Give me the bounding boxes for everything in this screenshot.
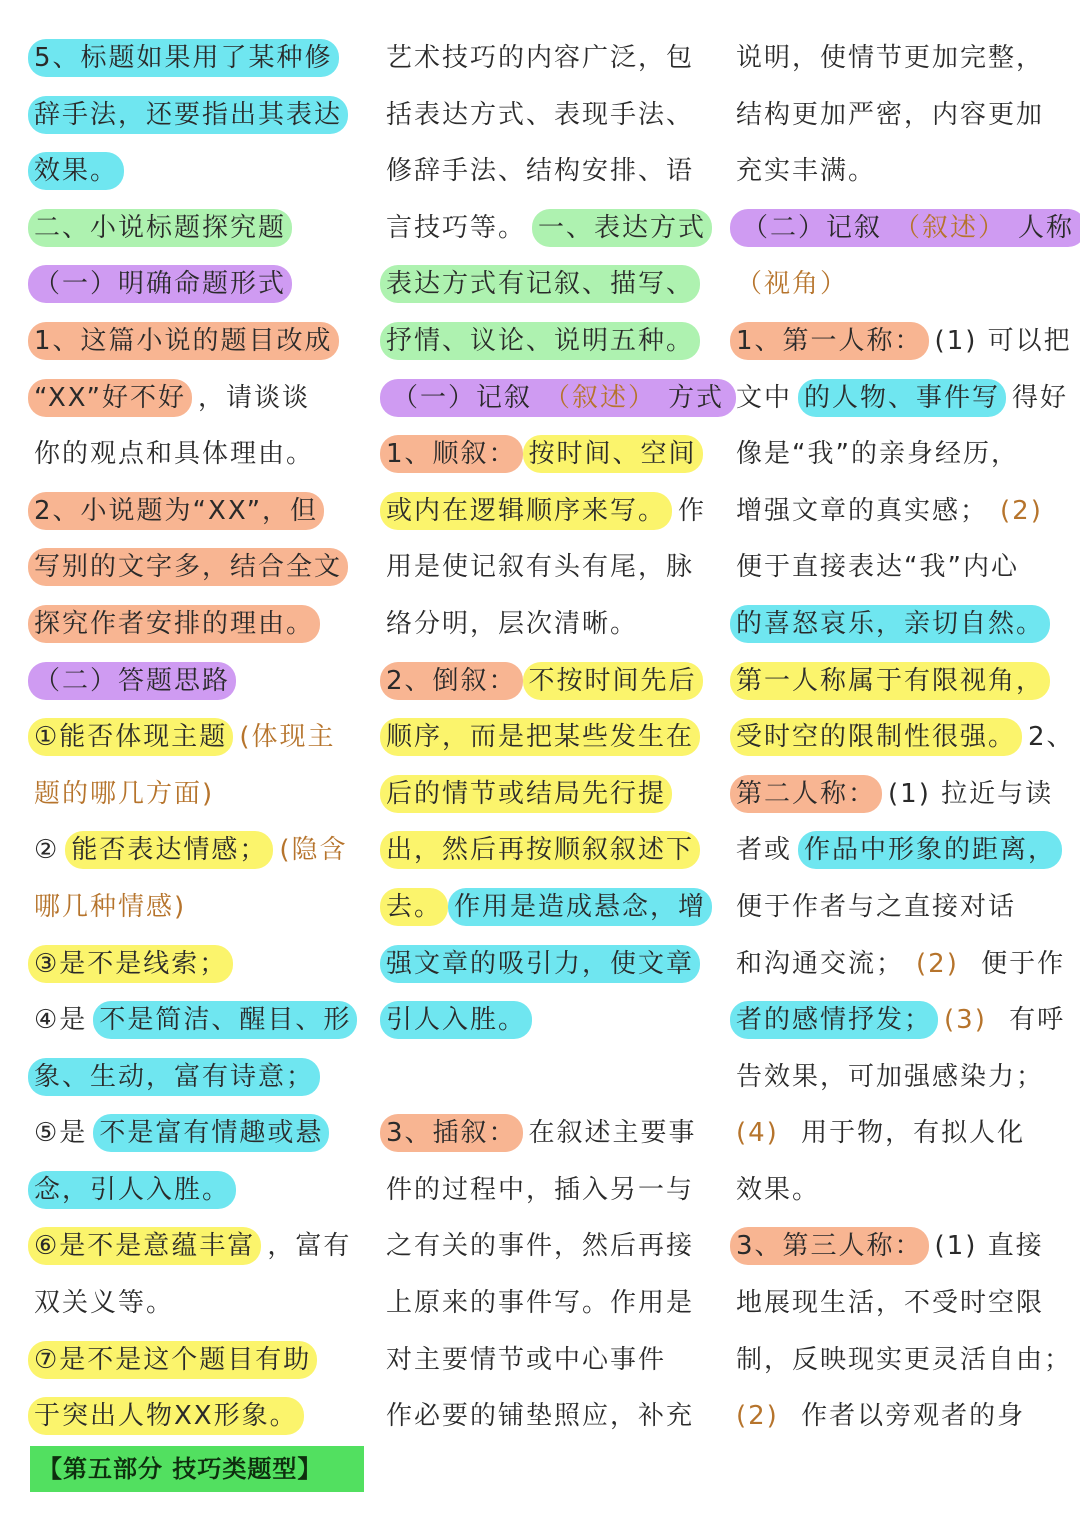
sub-heading xyxy=(28,256,368,313)
plain-text: 作必要的铺垫照应，补充 xyxy=(386,1401,695,1432)
plain-text: 制，反映现实更灵活自由； xyxy=(736,1344,1073,1375)
text-line xyxy=(380,709,725,766)
text-line xyxy=(28,596,368,653)
text-line xyxy=(380,936,725,993)
text-line xyxy=(730,596,1070,653)
text-line xyxy=(28,936,368,993)
highlight: 不是简洁、醒目、形 xyxy=(93,1001,357,1039)
highlight: 作品中形象的距离， xyxy=(798,831,1062,869)
text-line xyxy=(730,936,1070,993)
plain-text: 增强文章的真实感； xyxy=(736,495,989,526)
highlight: 一、表达方式 xyxy=(532,209,712,247)
text-line xyxy=(730,1388,1070,1445)
highlight: 去。 xyxy=(380,888,448,926)
text-line xyxy=(28,370,368,427)
text-line xyxy=(730,313,1070,370)
plain-text: ，富有 xyxy=(267,1231,352,1262)
highlight: 后的情节或结局先行提 xyxy=(380,775,672,813)
highlight: 不是富有情趣或悬 xyxy=(93,1114,329,1152)
plain-text: 作 xyxy=(678,495,707,526)
plain-text: 件的过程中，插入另一与 xyxy=(386,1174,695,1205)
heading-text: （一）记叙 xyxy=(392,382,533,413)
plain-text: 地展现生活，不受时空限 xyxy=(736,1288,1045,1319)
text-line xyxy=(380,1388,725,1445)
text-line xyxy=(730,1275,1070,1332)
highlight: 1、顺叙： xyxy=(380,435,523,473)
spacer xyxy=(380,1049,725,1106)
text-line xyxy=(730,426,1070,483)
plain-text: ，请谈谈 xyxy=(198,382,311,413)
plain-text: 之有关的事件，然后再接 xyxy=(386,1231,695,1262)
note-text: 哪几种情感) xyxy=(34,891,187,922)
text-line xyxy=(380,1162,725,1219)
plain-text: ④是 xyxy=(34,1005,88,1036)
note-text: (2) xyxy=(1000,495,1043,526)
text-line xyxy=(380,653,725,710)
highlight: 能否表达情感； xyxy=(65,831,273,869)
plain-text: (1) 可以把 xyxy=(934,325,1072,356)
text-line xyxy=(380,539,725,596)
highlight: 2、小说题为“XX”，但 xyxy=(28,492,324,530)
highlight: 5、标题如果用了某种修 xyxy=(28,39,339,77)
text-line xyxy=(28,1105,368,1162)
highlight: ⑥是不是意蕴丰富 xyxy=(28,1227,261,1265)
highlight: 抒情、议论、说明五种。 xyxy=(380,322,700,360)
text-line xyxy=(730,1218,1070,1275)
text-line xyxy=(730,1162,1070,1219)
text-line xyxy=(28,313,368,370)
text-line xyxy=(380,87,725,144)
text-line xyxy=(380,313,725,370)
highlight xyxy=(380,379,736,417)
plain-text: 用是使记叙有头有尾，脉 xyxy=(386,552,695,583)
note-text: (隐含 xyxy=(279,835,348,866)
note-text: （叙述） xyxy=(544,382,657,413)
plain-text: 括表达方式、表现手法、 xyxy=(386,99,695,130)
plain-text: 用于物，有拟人化 xyxy=(790,1118,1026,1149)
plain-text: 对主要情节或中心事件 xyxy=(386,1344,667,1375)
highlight: 象、生动，富有诗意； xyxy=(28,1058,320,1096)
plain-text: (1) 拉近与读 xyxy=(888,778,1054,809)
highlight: 念，引人入胜。 xyxy=(28,1171,236,1209)
highlight: ⑦是不是这个题目有助 xyxy=(28,1341,317,1379)
text-line xyxy=(28,1218,368,1275)
text-line xyxy=(730,370,1070,427)
text-line xyxy=(730,483,1070,540)
text-line xyxy=(380,766,725,823)
plain-text: 说明，使情节更加完整， xyxy=(736,43,1045,73)
highlight: 引人入胜。 xyxy=(380,1001,532,1039)
sub-heading xyxy=(380,370,725,427)
sub-heading xyxy=(730,200,1075,257)
text-line xyxy=(730,87,1070,144)
text-line xyxy=(730,539,1070,596)
plain-text: 者或 xyxy=(736,835,793,866)
highlight: “XX”好不好 xyxy=(28,379,192,417)
highlight: 辞手法，还要指出其表达 xyxy=(28,96,348,134)
plain-text: 上原来的事件写。作用是 xyxy=(386,1288,695,1319)
text-line xyxy=(28,992,368,1049)
highlight: 顺序，而是把某些发生在 xyxy=(380,718,700,756)
highlight: 者的感情抒发； xyxy=(730,1001,938,1039)
highlight: 2、倒叙： xyxy=(380,662,523,700)
text-line xyxy=(380,483,725,540)
highlight: 第二人称： xyxy=(730,775,882,813)
plain-text: 作者以旁观者的身 xyxy=(790,1401,1026,1432)
highlight: 效果。 xyxy=(28,152,124,190)
plain-text: 告效果，可加强感染力； xyxy=(736,1061,1045,1092)
text-line xyxy=(28,1275,368,1332)
plain-text: 你的观点和具体理由。 xyxy=(34,439,315,470)
note-text: (4) xyxy=(736,1118,779,1149)
text-line xyxy=(380,143,725,200)
highlight: （一）明确命题形式 xyxy=(28,265,292,303)
plain-text: 文中 xyxy=(736,382,793,413)
highlight: 写别的文字多，结合全文 xyxy=(28,548,348,586)
highlight: 不按时间先后 xyxy=(523,662,703,700)
highlight: 3、第三人称： xyxy=(730,1227,929,1265)
plain-text: 便于直接表达“我”内心 xyxy=(736,552,1019,583)
note-text: (体现主 xyxy=(239,722,336,753)
text-line xyxy=(380,596,725,653)
plain-text: 络分明，层次清晰。 xyxy=(386,608,639,639)
highlight: 或内在逻辑顺序来写。 xyxy=(380,492,672,530)
highlight: 强文章的吸引力，使文章 xyxy=(380,945,700,983)
column-middle xyxy=(380,30,725,1445)
note-text: (2) xyxy=(916,948,959,979)
text-line xyxy=(380,200,725,257)
highlight: 二、小说标题探究题 xyxy=(28,209,292,247)
section-heading xyxy=(28,200,368,257)
plain-text: 像是“我”的亲身经历， xyxy=(736,439,1019,470)
plain-text: 言技巧等。 xyxy=(386,212,527,243)
plain-text: 结构更加严密，内容更加 xyxy=(736,99,1045,130)
text-line xyxy=(28,143,368,200)
text-line xyxy=(730,653,1070,710)
highlight: 1、这篇小说的题目改成 xyxy=(28,322,339,360)
plain-text: 效果。 xyxy=(736,1174,821,1205)
plain-text: 有呼 xyxy=(998,1005,1066,1036)
highlight: 探究作者安排的理由。 xyxy=(28,605,320,643)
text-line xyxy=(730,256,1070,313)
text-line xyxy=(730,879,1070,936)
plain-text: 便于作者与之直接对话 xyxy=(736,891,1017,922)
section-banner: 【第五部分 技巧类题型】 xyxy=(30,1446,364,1492)
text-line xyxy=(380,822,725,879)
highlight: （二）答题思路 xyxy=(28,662,236,700)
sub-heading xyxy=(28,653,368,710)
column-right xyxy=(730,30,1075,1445)
note-text: (3) xyxy=(944,1005,987,1036)
plain-text: ② xyxy=(34,835,60,866)
text-line xyxy=(730,992,1070,1049)
highlight: 的人物、事件写 xyxy=(798,379,1006,417)
highlight: 于突出人物XX形象。 xyxy=(28,1397,304,1435)
text-line xyxy=(730,709,1075,766)
plain-text: ⑤是 xyxy=(34,1118,88,1149)
highlight: ①能否体现主题 xyxy=(28,718,233,756)
text-line xyxy=(380,1105,725,1162)
highlight: ③是不是线索； xyxy=(28,945,233,983)
text-line xyxy=(730,1049,1070,1106)
text-line xyxy=(730,1105,1070,1162)
text-line xyxy=(380,256,725,313)
highlight: 1、第一人称： xyxy=(730,322,929,360)
text-line xyxy=(380,426,725,483)
heading-text: 方式 xyxy=(668,382,725,413)
text-line xyxy=(380,30,725,87)
text-line xyxy=(730,822,1070,879)
highlight: 第一人称属于有限视角， xyxy=(730,662,1050,700)
note-text: （视角） xyxy=(736,269,849,300)
text-line xyxy=(28,1388,368,1445)
plain-text: 修辞手法、结构安排、语 xyxy=(386,156,695,187)
plain-text: 在叙述主要事 xyxy=(528,1118,697,1149)
note-text: 题的哪几方面) xyxy=(34,778,215,809)
highlight: 按时间、空间 xyxy=(523,435,703,473)
highlight: 作用是造成悬念，增 xyxy=(448,888,712,926)
highlight: 受时空的限制性很强。 xyxy=(730,718,1022,756)
plain-text: 得好 xyxy=(1012,382,1069,413)
text-line xyxy=(730,1332,1073,1389)
text-line xyxy=(28,709,368,766)
heading-text: 人称 xyxy=(1018,212,1075,243)
text-line xyxy=(28,483,368,540)
plain-text: 双关义等。 xyxy=(34,1288,175,1319)
text-line xyxy=(28,1332,368,1389)
column-left xyxy=(28,30,368,1445)
text-line xyxy=(28,1049,368,1106)
plain-text: 充实丰满。 xyxy=(736,156,877,187)
text-line xyxy=(28,30,368,87)
text-line xyxy=(28,822,368,879)
highlight: 3、插叙： xyxy=(380,1114,523,1152)
highlight xyxy=(730,209,1080,247)
text-line xyxy=(730,766,1070,823)
plain-text: 和沟通交流； xyxy=(736,948,905,979)
text-line xyxy=(28,87,368,144)
text-line xyxy=(380,1275,725,1332)
text-line xyxy=(380,879,725,936)
text-line xyxy=(380,1332,725,1389)
text-line xyxy=(28,539,368,596)
heading-text: （二）记叙 xyxy=(742,212,883,243)
note-text: （叙述） xyxy=(894,212,1007,243)
plain-text: 便于作 xyxy=(970,948,1066,979)
plain-text: 2、 xyxy=(1028,722,1075,753)
text-line xyxy=(380,992,725,1049)
text-line xyxy=(28,1162,368,1219)
text-line xyxy=(730,143,1070,200)
highlight: 表达方式有记叙、描写、 xyxy=(380,265,700,303)
text-line xyxy=(730,30,1070,87)
note-text: (2) xyxy=(736,1401,779,1432)
text-line xyxy=(28,766,368,823)
highlight: 的喜怒哀乐，亲切自然。 xyxy=(730,605,1050,643)
text-line xyxy=(28,426,368,483)
plain-text: 艺术技巧的内容广泛，包 xyxy=(386,43,695,73)
text-line xyxy=(28,879,368,936)
text-line xyxy=(380,1218,725,1275)
plain-text: (1) 直接 xyxy=(934,1231,1044,1262)
highlight: 出，然后再按顺叙叙述下 xyxy=(380,831,700,869)
